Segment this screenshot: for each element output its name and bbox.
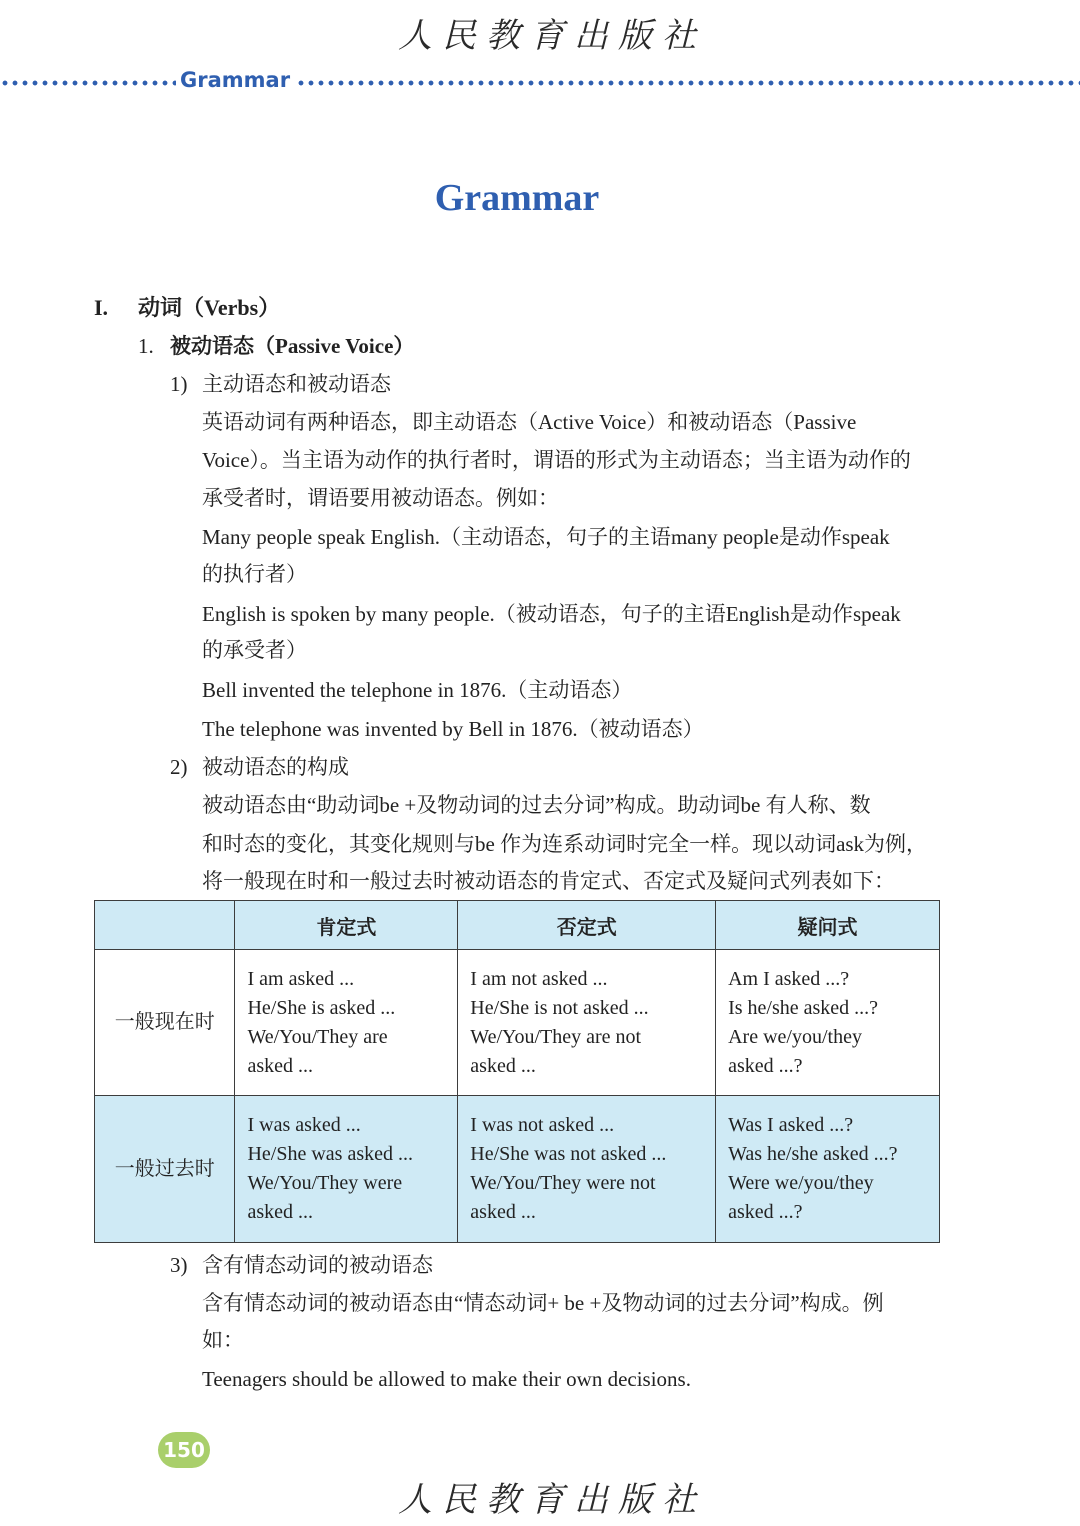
interrogative-cell	[716, 1096, 940, 1243]
cell-line: Was I asked ...?	[728, 1114, 854, 1136]
cell-line: We/You/They are not	[470, 1025, 642, 1048]
cell-line: asked ...?	[728, 1201, 803, 1223]
passive-voice-table	[94, 900, 940, 1243]
section-heading: 动词（Verbs）	[138, 295, 281, 320]
part1-number: 1)	[170, 372, 188, 396]
table-row	[95, 1096, 940, 1243]
cell-line: We/You/They are	[247, 1025, 388, 1048]
affirmative-cell	[235, 950, 458, 1096]
subsection-number: 1.	[138, 334, 154, 358]
table-header-row	[95, 901, 940, 950]
cell-line: He/She was asked ...	[247, 1143, 413, 1165]
negative-cell	[458, 950, 716, 1096]
cell-line: He/She was not asked ...	[470, 1143, 667, 1165]
part3-line: 含有情态动词的被动语态由“情态动词+ be +及物动词的过去分词”构成。例	[202, 1291, 884, 1315]
table-header-cell: 肯定式	[235, 901, 458, 950]
negative-cell	[458, 1096, 716, 1243]
subsection-heading: 被动语态（Passive Voice）	[170, 334, 415, 358]
cell-line: Am I asked ...?	[728, 967, 850, 990]
part1-line: Voice）。当主语为动作的执行者时，谓语的形式为主动语态；当主语为动作的	[202, 448, 911, 472]
part3-number: 3)	[170, 1253, 188, 1277]
row-label: 一般现在时	[95, 950, 235, 1096]
cell-line: We/You/They were not	[470, 1172, 656, 1194]
part1-heading: 主动语态和被动语态	[202, 372, 391, 396]
row-label: 一般过去时	[95, 1096, 235, 1243]
part3-heading: 含有情态动词的被动语态	[202, 1253, 433, 1277]
running-header	[0, 68, 1080, 96]
cell-line: Are we/you/they	[728, 1025, 862, 1048]
part2-line: 和时态的变化，其变化规则与be 作为连系动词时完全一样。现以动词ask为例，	[202, 832, 928, 856]
running-header-label: Grammar	[180, 68, 291, 92]
part3-line: 如：	[202, 1328, 244, 1352]
page-title: Grammar	[434, 177, 600, 219]
publisher-bottom: 人民教育出版社	[398, 1480, 706, 1520]
example-line: The telephone was invented by Bell in 1876.（被动语态）	[202, 717, 704, 741]
table-header-cell: 否定式	[458, 901, 716, 950]
cell-line: Is he/she asked ...?	[728, 996, 879, 1019]
example-line: English is spoken by many people.（被动语态，句子的主语English是动作speak	[202, 602, 901, 626]
cell-line: He/She is asked ...	[247, 996, 396, 1019]
example-line: 的执行者）	[202, 562, 307, 586]
part1-line: 承受者时，谓语要用被动语态。例如：	[202, 486, 559, 510]
page-number-badge: 150	[158, 1432, 210, 1468]
table-header-cell: 疑问式	[716, 901, 940, 950]
cell-line: Were we/you/they	[728, 1172, 874, 1194]
cell-line: Was he/she asked ...?	[728, 1143, 898, 1165]
cell-line: asked ...	[470, 1201, 536, 1223]
header-dots-left	[0, 80, 176, 86]
cell-line: He/She is not asked ...	[470, 996, 649, 1019]
part2-line: 被动语态由“助动词be +及物动词的过去分词”构成。助动词be 有人称、数	[202, 793, 871, 817]
part2-line: 将一般现在时和一般过去时被动语态的肯定式、否定式及疑问式列表如下：	[202, 869, 895, 893]
part3-example: Teenagers should be allowed to make their own decisions.	[202, 1367, 691, 1391]
interrogative-cell	[716, 950, 940, 1096]
cell-line: I am asked ...	[247, 967, 355, 990]
publisher-top: 人民教育出版社	[398, 16, 706, 56]
table-header-cell	[95, 901, 235, 950]
example-line: Bell invented the telephone in 1876.（主动语态）	[202, 678, 633, 702]
part2-number: 2)	[170, 755, 188, 779]
cell-line: We/You/They were	[247, 1172, 403, 1194]
cell-line: asked ...?	[728, 1054, 803, 1077]
table-row	[95, 950, 940, 1096]
example-line: Many people speak English.（主动语态，句子的主语many people是动作speak	[202, 525, 890, 549]
part2-heading: 被动语态的构成	[202, 755, 349, 779]
cell-line: asked ...	[247, 1201, 314, 1223]
cell-line: I am not asked ...	[470, 967, 608, 990]
example-line: 的承受者）	[202, 638, 307, 662]
section-numeral: I.	[94, 295, 109, 320]
part1-line: 英语动词有两种语态，即主动语态（Active Voice）和被动语态（Passive	[202, 410, 857, 434]
cell-line: asked ...	[470, 1054, 536, 1077]
cell-line: asked ...	[247, 1054, 314, 1077]
cell-line: I was asked ...	[247, 1114, 361, 1136]
cell-line: I was not asked ...	[470, 1114, 615, 1136]
affirmative-cell	[235, 1096, 458, 1243]
header-dots-right	[296, 80, 1080, 86]
